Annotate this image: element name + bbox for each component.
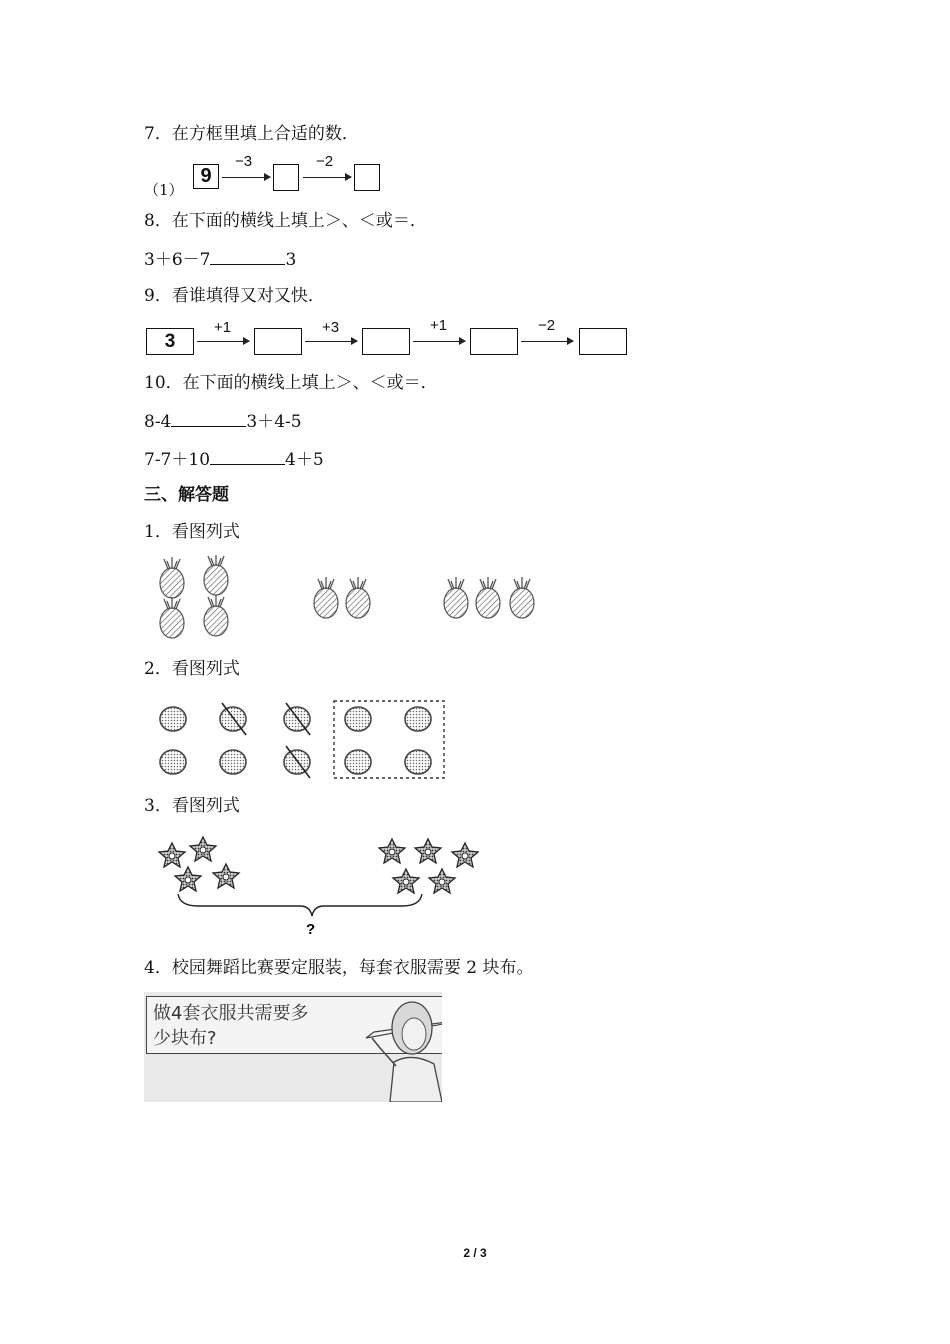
section3-title: 三、解答题 — [144, 485, 229, 505]
q9-op2-label: +3 — [322, 319, 340, 336]
pineapple-icon — [444, 577, 468, 618]
q7-start-box: 9 — [193, 164, 219, 189]
circle-icon — [220, 707, 246, 731]
flower-icon — [393, 869, 419, 893]
q10-row1-blank[interactable] — [171, 410, 246, 427]
pineapple-icon — [314, 577, 338, 618]
circle-icon — [160, 707, 186, 731]
teacher-illustration — [144, 992, 442, 1102]
q7-op2-label: −2 — [316, 153, 334, 170]
flower-icon — [429, 869, 455, 893]
s3-q2-title: 2．看图列式 — [144, 659, 240, 679]
q7-op1-label: −3 — [235, 153, 253, 170]
circles-picture — [140, 695, 460, 785]
speech-line-2: 少块布? — [153, 1028, 217, 1049]
q7-arrow-1 — [222, 177, 270, 178]
q9-arrow-3 — [413, 341, 465, 342]
teacher-body — [390, 1057, 442, 1102]
q9-op3-label: +1 — [430, 317, 448, 334]
flower-icon — [159, 843, 185, 867]
q8-blank[interactable] — [210, 248, 285, 265]
flower-icon — [452, 843, 478, 867]
dance-speech-picture — [144, 992, 442, 1102]
circle-icon — [405, 707, 431, 731]
q8-left: 3＋6－7 — [144, 250, 211, 270]
flower-icon — [213, 864, 239, 888]
q9-arrow-1 — [197, 341, 249, 342]
circle-icon — [160, 750, 186, 774]
q9-op4-label: −2 — [538, 317, 556, 334]
q10-title: 10．在下面的横线上填上＞、＜或＝． — [144, 373, 438, 393]
q10-row1-right: 3＋4-5 — [246, 412, 302, 432]
q9-arrow-4 — [521, 341, 573, 342]
q7-answer-box-1[interactable] — [273, 164, 299, 191]
question-mark: ? — [306, 921, 316, 938]
q10-row2-right: 4＋5 — [285, 450, 324, 470]
q10-row1-left: 8-4 — [144, 412, 172, 432]
q7-title: 7．在方框里填上合适的数． — [144, 124, 359, 144]
q9-answer-box-2[interactable] — [362, 328, 410, 355]
q9-answer-box-1[interactable] — [254, 328, 302, 355]
q10-row2 — [144, 448, 324, 471]
q9-answer-box-4[interactable] — [579, 328, 627, 355]
q9-start-box: 3 — [146, 328, 194, 355]
q8-title: 8．在下面的横线上填上＞、＜或＝． — [144, 211, 427, 231]
pineapple-icon — [346, 577, 370, 618]
flower-icon — [190, 837, 216, 861]
pineapple-icon — [476, 577, 500, 618]
speech-line-1: 做4套衣服共需要多 — [153, 1003, 309, 1024]
q8-right: 3 — [285, 250, 297, 270]
circle-icon — [405, 750, 431, 774]
q7-answer-box-2[interactable] — [354, 164, 380, 191]
pineapple-picture — [140, 555, 560, 645]
q7-sub-label: （1） — [144, 181, 184, 199]
pineapple-icon — [510, 577, 534, 618]
flower-icon — [379, 839, 405, 863]
pineapple-icon — [204, 555, 228, 595]
flower-icon — [415, 839, 441, 863]
brace-line — [178, 894, 422, 916]
s3-q3-title: 3．看图列式 — [144, 796, 240, 816]
circle-icon — [345, 707, 371, 731]
flower-icon — [175, 867, 201, 891]
teacher-arm — [372, 1038, 396, 1066]
q8-expression — [144, 248, 296, 271]
q9-op1-label: +1 — [214, 319, 232, 336]
q10-row2-blank[interactable] — [210, 448, 285, 465]
q7-arrow-2 — [303, 177, 351, 178]
q9-answer-box-3[interactable] — [470, 328, 518, 355]
circle-icon — [345, 750, 371, 774]
pineapple-icon — [160, 597, 184, 638]
page-number: 2 / 3 — [463, 1246, 487, 1260]
circle-icon — [220, 750, 246, 774]
q9-title: 9．看谁填得又对又快． — [144, 286, 325, 306]
pineapple-icon — [204, 595, 228, 636]
flowers-picture — [140, 830, 490, 940]
pineapple-icon — [160, 557, 184, 598]
q10-row1 — [144, 410, 302, 433]
q10-row2-left: 7-7＋10 — [144, 450, 211, 470]
q9-arrow-2 — [305, 341, 357, 342]
s3-q4-title: 4．校园舞蹈比赛要定服装，每套衣服需要 2 块布。 — [144, 958, 534, 978]
circle-icon — [284, 707, 310, 731]
teacher-face — [402, 1018, 426, 1050]
s3-q1-title: 1．看图列式 — [144, 522, 240, 542]
